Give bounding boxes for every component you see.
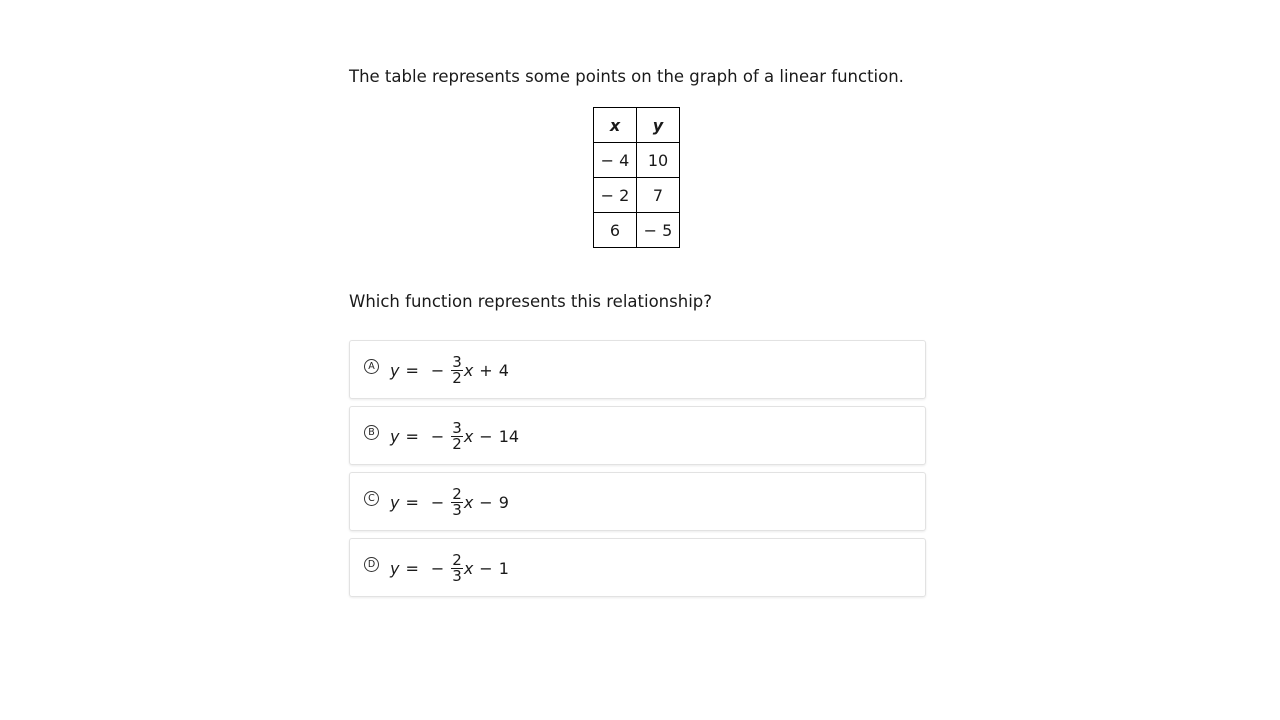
expr-equals: = xyxy=(405,558,419,578)
table-cell-y: 7 xyxy=(637,178,680,213)
expr-constant: 4 xyxy=(498,360,509,380)
table-cell-x: − 2 xyxy=(594,178,637,213)
table-row xyxy=(594,143,680,178)
expr-sign: − xyxy=(430,360,445,380)
table-cell-y: 10 xyxy=(637,143,680,178)
expr-fraction xyxy=(451,484,463,519)
option-expression xyxy=(390,552,509,584)
table-row xyxy=(594,178,680,213)
fraction-denominator: 2 xyxy=(452,434,462,453)
fraction-numerator: 3 xyxy=(452,418,462,437)
expr-lhs: y xyxy=(390,426,400,446)
expr-equals: = xyxy=(405,360,419,380)
expr-constant: 1 xyxy=(498,558,509,578)
fraction-denominator: 2 xyxy=(452,368,462,387)
expr-fraction xyxy=(451,352,463,387)
expr-lhs: y xyxy=(390,558,400,578)
radio-bubble-b-icon[interactable]: B xyxy=(364,425,379,440)
item-stem: The table represents some points on the graph of a linear function. xyxy=(349,67,904,86)
table-cell-x: − 4 xyxy=(594,143,637,178)
points-table-wrapper xyxy=(593,107,680,248)
expr-fraction xyxy=(451,550,463,585)
answer-option-b[interactable] xyxy=(349,406,926,465)
option-expression xyxy=(390,486,509,518)
column-header-x: x xyxy=(594,108,637,143)
expr-variable: x xyxy=(463,426,474,446)
option-expression xyxy=(390,354,509,386)
expr-operator: − xyxy=(479,558,493,578)
expr-sign: − xyxy=(430,492,445,512)
expr-constant: 9 xyxy=(498,492,509,512)
expr-operator: − xyxy=(479,426,493,446)
expr-variable: x xyxy=(463,492,474,512)
fraction-denominator: 3 xyxy=(452,500,462,519)
table-cell-y: − 5 xyxy=(637,213,680,248)
radio-bubble-c-icon[interactable]: C xyxy=(364,491,379,506)
column-header-y: y xyxy=(637,108,680,143)
expr-sign: − xyxy=(430,426,445,446)
question-prompt: Which function represents this relationship? xyxy=(349,292,713,311)
answer-option-d[interactable] xyxy=(349,538,926,597)
expr-variable: x xyxy=(463,360,474,380)
table-row xyxy=(594,213,680,248)
expr-operator: + xyxy=(479,360,493,380)
fraction-denominator: 3 xyxy=(452,566,462,585)
expr-variable: x xyxy=(463,558,474,578)
answer-options xyxy=(349,340,926,604)
fraction-numerator: 3 xyxy=(452,352,462,371)
radio-bubble-a-icon[interactable]: A xyxy=(364,359,379,374)
expr-fraction xyxy=(451,418,463,453)
expr-lhs: y xyxy=(390,360,400,380)
table-cell-x: 6 xyxy=(594,213,637,248)
answer-option-c[interactable] xyxy=(349,472,926,531)
option-expression xyxy=(390,420,519,452)
expr-equals: = xyxy=(405,426,419,446)
expr-sign: − xyxy=(430,558,445,578)
radio-bubble-d-icon[interactable]: D xyxy=(364,557,379,572)
fraction-numerator: 2 xyxy=(452,484,462,503)
table-header-row xyxy=(594,108,680,143)
points-table xyxy=(593,107,680,248)
expr-equals: = xyxy=(405,492,419,512)
answer-option-a[interactable] xyxy=(349,340,926,399)
fraction-numerator: 2 xyxy=(452,550,462,569)
expr-constant: 14 xyxy=(498,426,520,446)
expr-lhs: y xyxy=(390,492,400,512)
expr-operator: − xyxy=(479,492,493,512)
